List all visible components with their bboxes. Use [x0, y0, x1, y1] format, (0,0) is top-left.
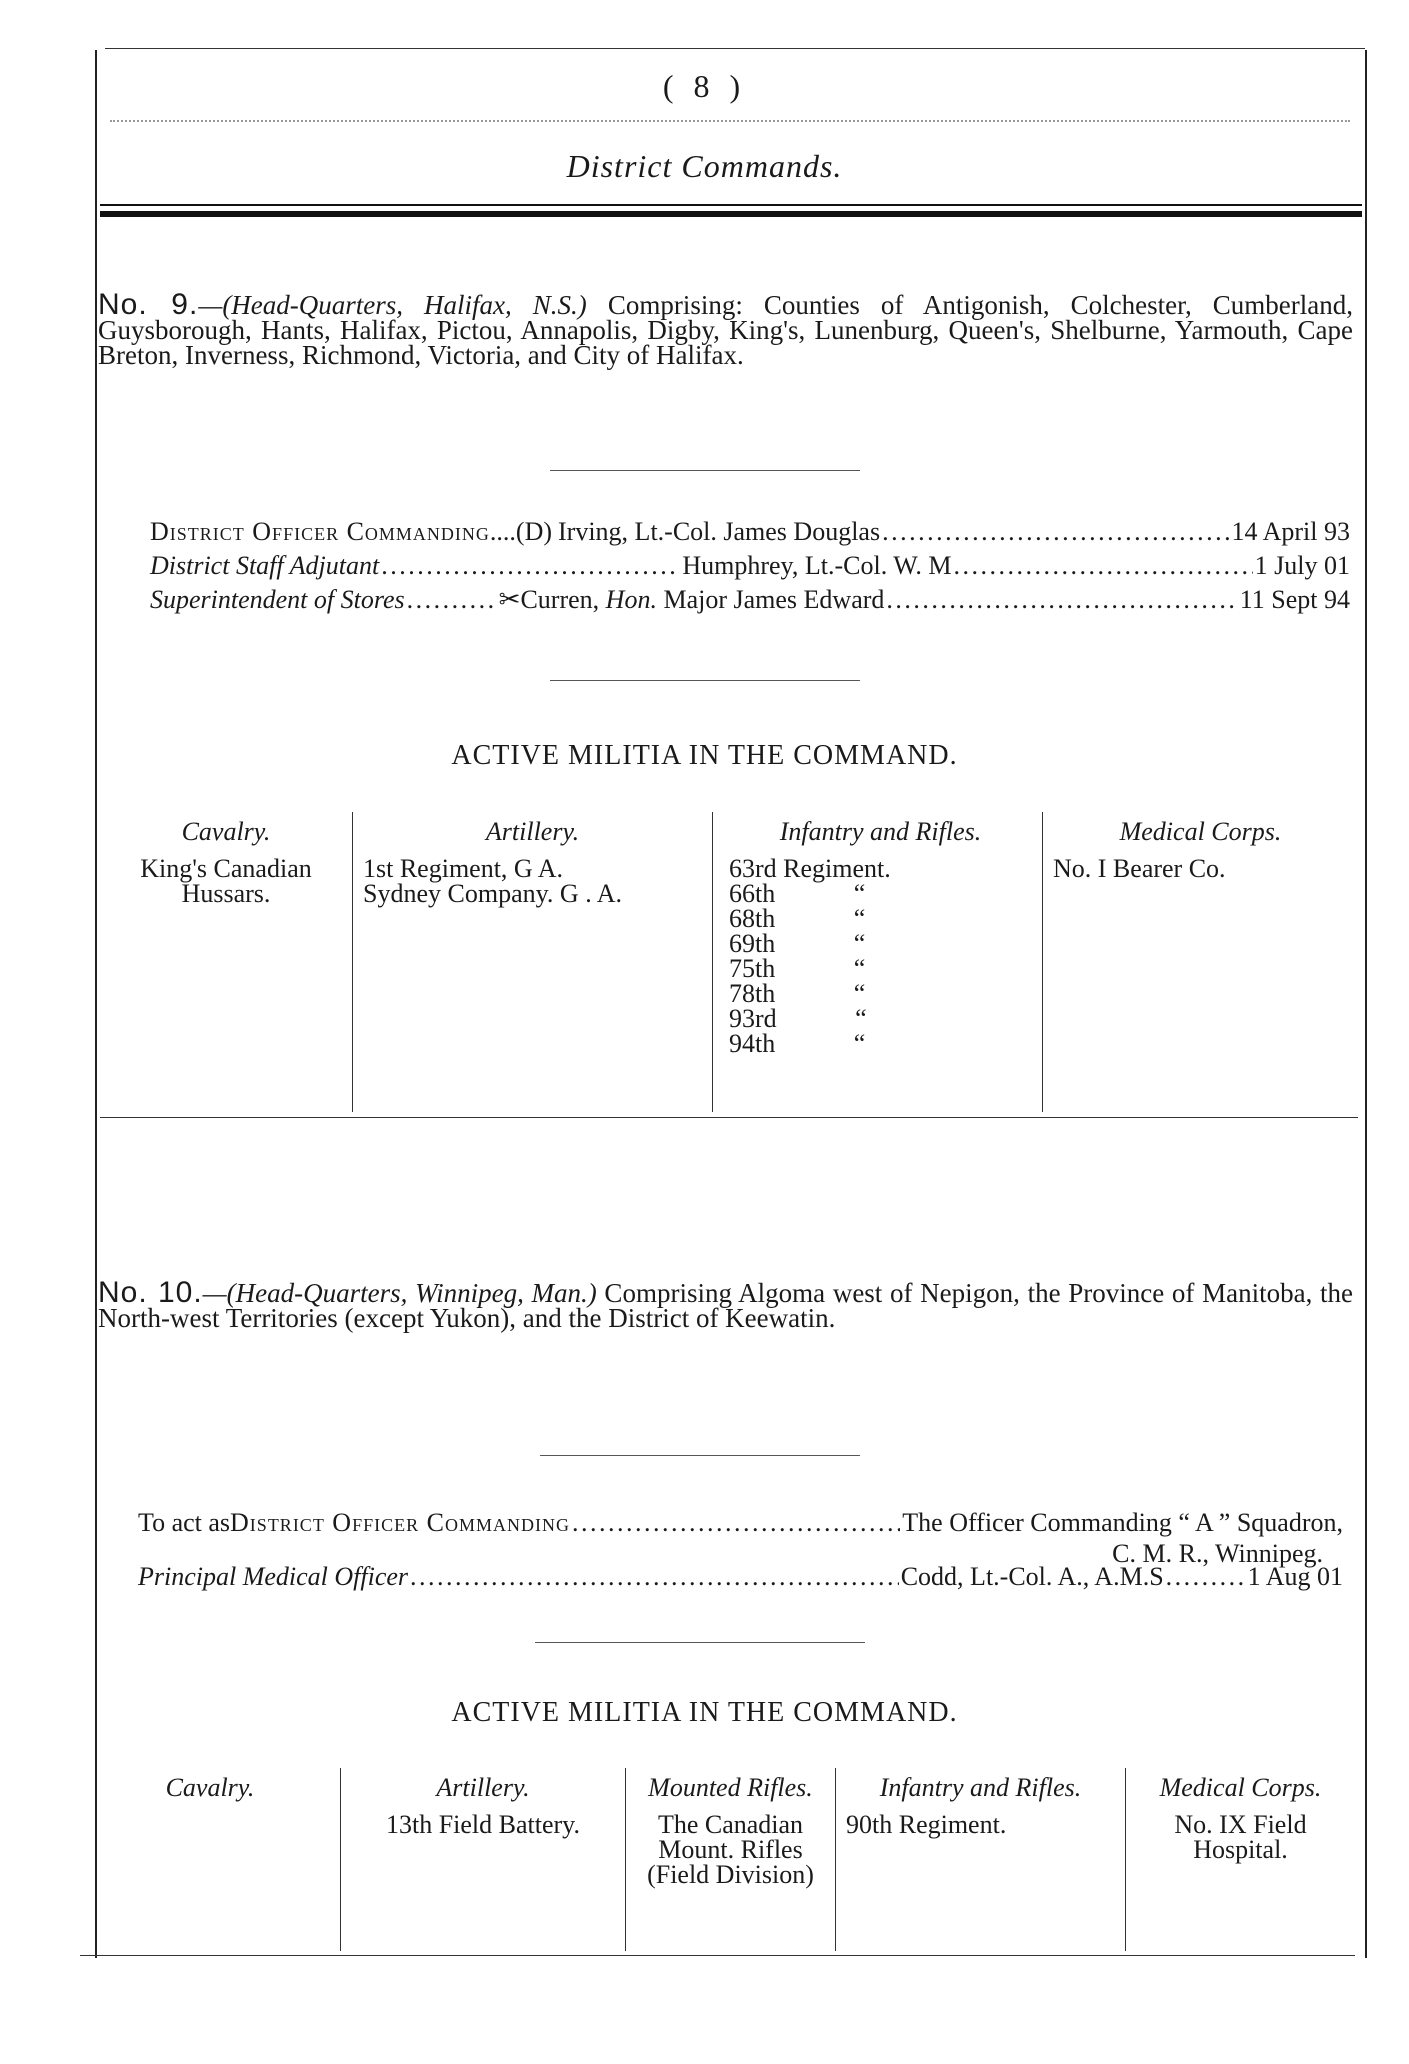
- staff-title: District Officer Commanding: [230, 1508, 570, 1537]
- leader-dots: [886, 585, 1237, 615]
- unit-entry: No. IX Field: [1174, 1810, 1307, 1839]
- column-heading: Infantry and Rifles.: [779, 817, 982, 846]
- unit-entry: 75th “: [729, 954, 866, 983]
- staff-date: 1 July 01: [1254, 551, 1350, 580]
- unit-entry: 93rd “: [729, 1004, 867, 1033]
- staff-row: [138, 1562, 1343, 1596]
- staff-date: 11 Sept 94: [1239, 585, 1350, 614]
- staff-name-continued: C. M. R., Winnipeg.: [1112, 1539, 1323, 1568]
- district-9-staff: [150, 517, 1350, 619]
- column-heading: Medical Corps.: [1159, 1773, 1322, 1802]
- infantry-column: [712, 812, 1042, 1112]
- staff-row: [150, 585, 1350, 619]
- unit-entry: (Field Division): [647, 1860, 814, 1889]
- militia-title: ACTIVE MILITIA IN THE COMMAND.: [451, 1697, 958, 1728]
- unit-entry: 66th “: [729, 879, 866, 908]
- staff-title: District Officer Commanding: [150, 517, 490, 546]
- column-heading: Artillery.: [485, 817, 580, 846]
- staff-separator: ....(D): [489, 517, 553, 546]
- district-10-number: No. 10.: [98, 1276, 203, 1309]
- unit-entry: 69th “: [729, 929, 866, 958]
- mounted-rifles-column: [625, 1768, 835, 1951]
- top-rule: [105, 48, 1365, 49]
- column-heading: Mounted Rifles.: [648, 1773, 813, 1802]
- unit-entry: 90th Regiment.: [846, 1810, 1007, 1839]
- cavalry-column: [80, 1768, 340, 1951]
- staff-title: District Staff Adjutant: [150, 551, 380, 580]
- leader-dots: [954, 551, 1253, 581]
- leader-dots: [572, 1508, 900, 1538]
- staff-name: The Officer Commanding “ A ” Squadron,: [902, 1508, 1343, 1537]
- unit-entry: 63rd Regiment.: [729, 854, 891, 883]
- unit-entry: Hospital.: [1193, 1835, 1288, 1864]
- staff-name: Codd, Lt.-Col. A., A.M.S: [900, 1562, 1164, 1591]
- infantry-column: [835, 1768, 1125, 1951]
- staff-name: Curren, Hon. Major James Edward: [520, 585, 885, 614]
- staff-name: Irving, Lt.-Col. James Douglas: [558, 517, 881, 546]
- leader-dots: [410, 1562, 899, 1592]
- district-10-territories: Comprising Algoma west of Nepigon, the Province of Manitoba, the North-west Territories (except Yukon), and the District of Keewatin.: [98, 1278, 1354, 1333]
- leader-dots: [882, 517, 1229, 547]
- column-heading: Infantry and Rifles.: [879, 1773, 1082, 1802]
- district-9-number: No. 9.: [98, 288, 199, 321]
- leader-dots: [407, 585, 497, 615]
- unit-entry: 68th “: [729, 904, 866, 933]
- staff-row: [138, 1508, 1343, 1542]
- table-bottom-rule: [100, 1117, 1358, 1118]
- district-9-headquarters: —(Head-Quarters, Halifax, N.S.): [198, 290, 587, 320]
- artillery-column: [340, 1768, 625, 1951]
- cavalry-column: [100, 812, 352, 1112]
- leader-dots: [1166, 1562, 1246, 1592]
- medical-column: [1125, 1768, 1355, 1951]
- unit-entry: 94th “: [729, 1029, 866, 1058]
- staff-title-prefix: To act as: [138, 1508, 231, 1537]
- militia-title: ACTIVE MILITIA IN THE COMMAND.: [451, 740, 958, 771]
- unit-entry: Mount. Rifles: [658, 1835, 803, 1864]
- district-9-militia-table: [100, 812, 1358, 1112]
- page-number: ( 8 ): [662, 68, 747, 104]
- column-heading: Cavalry.: [165, 1773, 255, 1802]
- unit-entry: No. I Bearer Co.: [1053, 854, 1226, 883]
- district-10-headquarters: —(Head-Quarters, Winnipeg, Man.): [202, 1278, 597, 1308]
- scissors-icon: ✂: [498, 585, 521, 614]
- medical-column: [1042, 812, 1358, 1112]
- district-9-counties: Comprising: Counties of Antigonish, Colchester, Cumberland, Guysborough, Hants, Halifax, Pictou, Annapolis, Digby, King's, Lunenburg, Queen's, Shelburne, Yarmouth, Cape Breton, Inverness, Richmond, Victoria, and City of Halifax.: [98, 290, 1354, 370]
- staff-row: [150, 517, 1350, 551]
- district-10-staff: [138, 1508, 1343, 1596]
- column-heading: Cavalry.: [181, 817, 271, 846]
- unit-entry: The Canadian: [657, 1810, 804, 1839]
- separator-rule: [535, 1642, 865, 1643]
- column-heading: Artillery.: [436, 1773, 530, 1802]
- column-heading: Medical Corps.: [1119, 817, 1282, 846]
- unit-entry: 1st Regiment, G A.: [363, 854, 564, 883]
- artillery-column: [352, 812, 712, 1112]
- unit-entry: Sydney Company. G . A.: [363, 879, 623, 908]
- separator-rule: [550, 680, 860, 681]
- staff-date: 14 April 93: [1231, 517, 1350, 546]
- staff-title: Superintendent of Stores: [150, 585, 405, 614]
- page-heading: District Commands.: [566, 148, 843, 184]
- unit-entry: 78th “: [729, 979, 866, 1008]
- heading-rule-thin: [100, 204, 1362, 206]
- separator-rule: [550, 470, 860, 471]
- unit-entry: King's Canadian: [140, 854, 312, 883]
- staff-date: 1 Aug 01: [1247, 1562, 1343, 1591]
- header-dotted-rule: [110, 120, 1350, 122]
- heading-rule-thick: [100, 211, 1362, 217]
- unit-entry: Hussars.: [181, 879, 271, 908]
- table-bottom-rule: [80, 1955, 1355, 1956]
- district-10-description: [98, 1276, 1354, 1333]
- staff-row: [150, 551, 1350, 585]
- district-9-description: [98, 288, 1354, 370]
- staff-title: Principal Medical Officer: [138, 1562, 409, 1591]
- leader-dots: [381, 551, 680, 581]
- staff-name: Humphrey, Lt.-Col. W. M: [682, 551, 952, 580]
- district-10-militia-table: [80, 1768, 1355, 1951]
- separator-rule: [540, 1455, 860, 1456]
- unit-entry: 13th Field Battery.: [385, 1810, 580, 1839]
